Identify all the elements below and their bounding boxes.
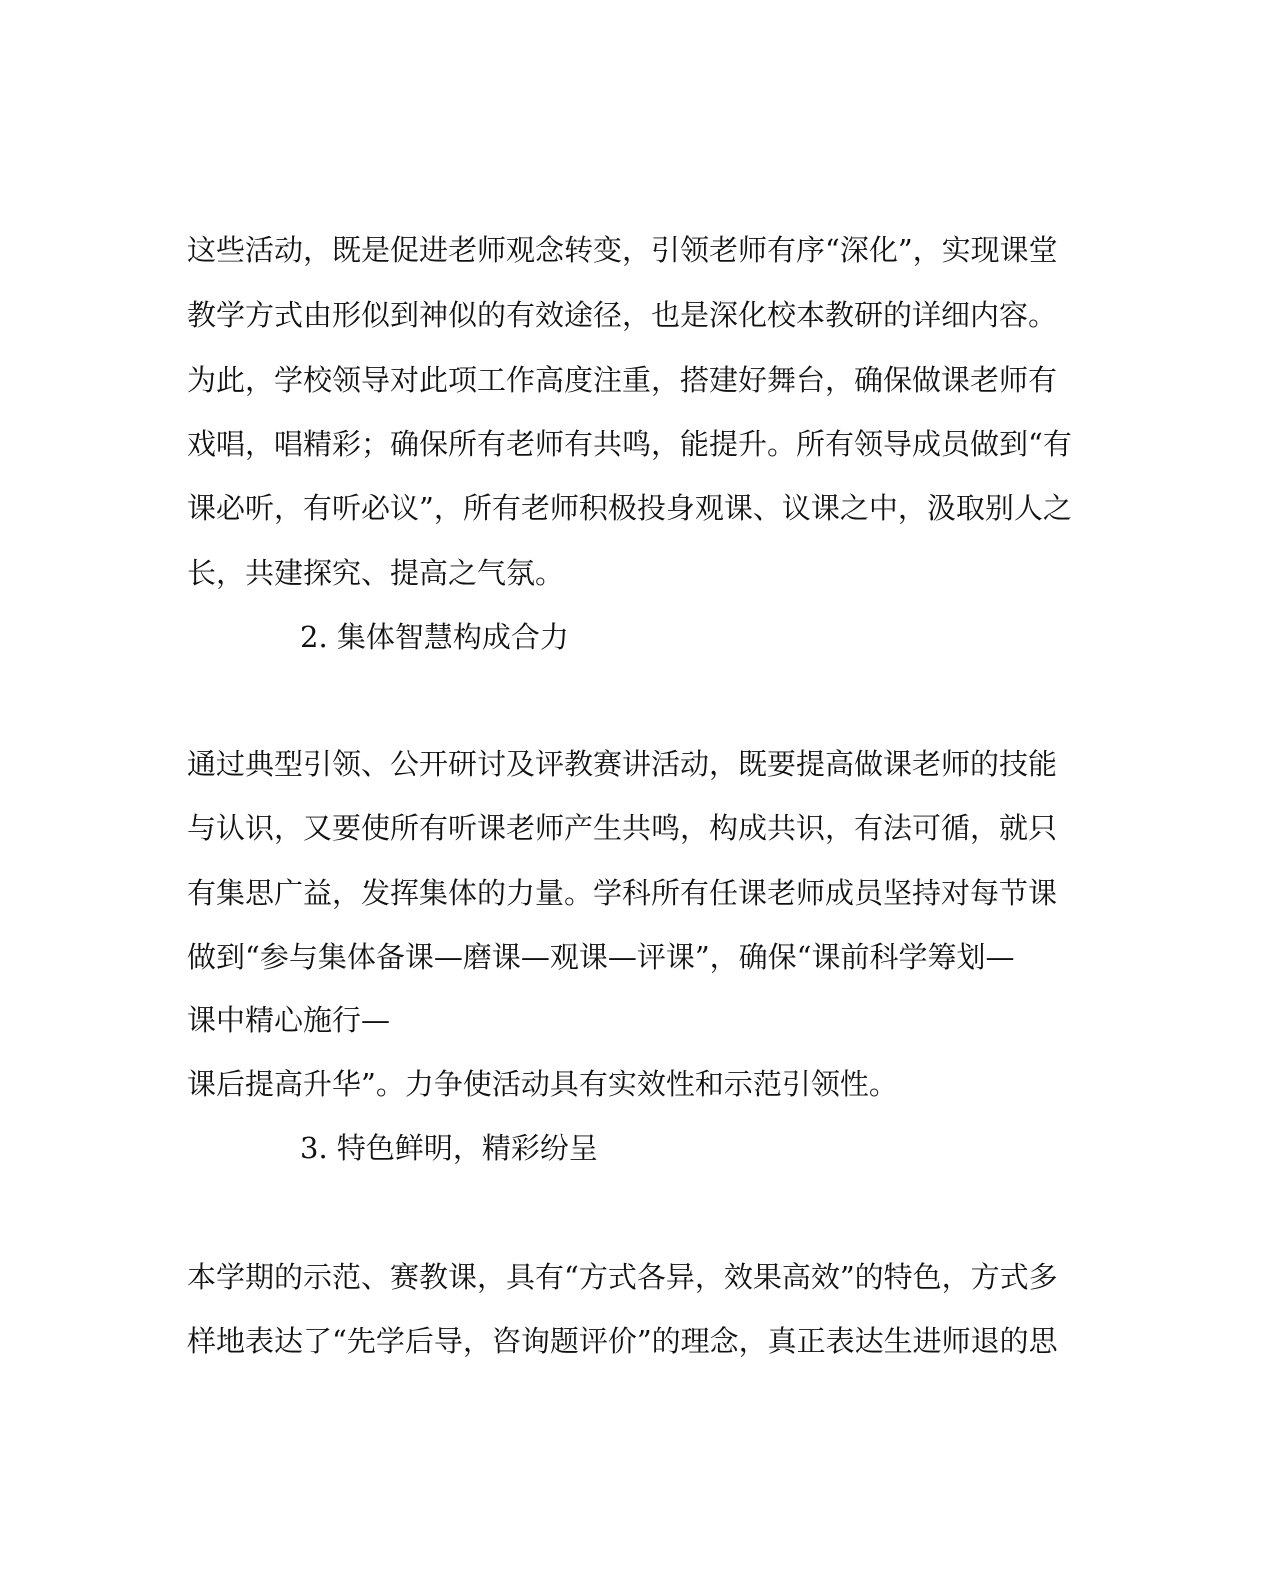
paragraph-1-line-3: 为此，学校领导对此项工作高度注重，搭建好舞台，确保做课老师有 <box>187 363 1058 397</box>
paragraph-2-line-6: 课后提高升华”。力争使活动具有实效性和示范引领性。 <box>187 1067 898 1101</box>
paragraph-1-line-5: 课必听，有听必议”，所有老师积极投身观课、议课之中，汲取别人之 <box>187 491 1072 525</box>
paragraph-2-line-3: 有集思广益，发挥集体的力量。学科所有任课老师成员坚持对每节课 <box>187 876 1058 910</box>
paragraph-2-line-1: 通过典型引领、公开研讨及评教赛讲活动，既要提高做课老师的技能 <box>187 747 1058 781</box>
paragraph-3-line-2: 样地表达了“先学后导，咨询题评价”的理念，真正表达生进师退的思 <box>187 1324 1058 1358</box>
paragraph-2-line-5: 课中精心施行— <box>187 1003 391 1037</box>
paragraph-2-line-2: 与认识，又要使所有听课老师产生共鸣，构成共识，有法可循，就只 <box>187 811 1058 845</box>
section-heading-2: 2. 集体智慧构成合力 <box>300 620 569 654</box>
paragraph-1-line-2: 教学方式由形似到神似的有效途径，也是深化校本教研的详细内容。 <box>187 298 1058 332</box>
paragraph-1-line-1: 这些活动，既是促进老师观念转变，引领老师有序“深化”，实现课堂 <box>187 233 1058 267</box>
section-heading-3: 3. 特色鲜明，精彩纷呈 <box>300 1131 598 1165</box>
paragraph-1-line-4: 戏唱，唱精彩；确保所有老师有共鸣，能提升。所有领导成员做到“有 <box>187 427 1072 461</box>
paragraph-2-line-4: 做到“参与集体备课—磨课—观课—评课”，确保“课前科学筹划— <box>187 940 1015 974</box>
paragraph-1-line-6: 长，共建探究、提高之气氛。 <box>187 556 565 590</box>
paragraph-3-line-1: 本学期的示范、赛教课，具有“方式各异，效果高效”的特色，方式多 <box>187 1260 1058 1294</box>
